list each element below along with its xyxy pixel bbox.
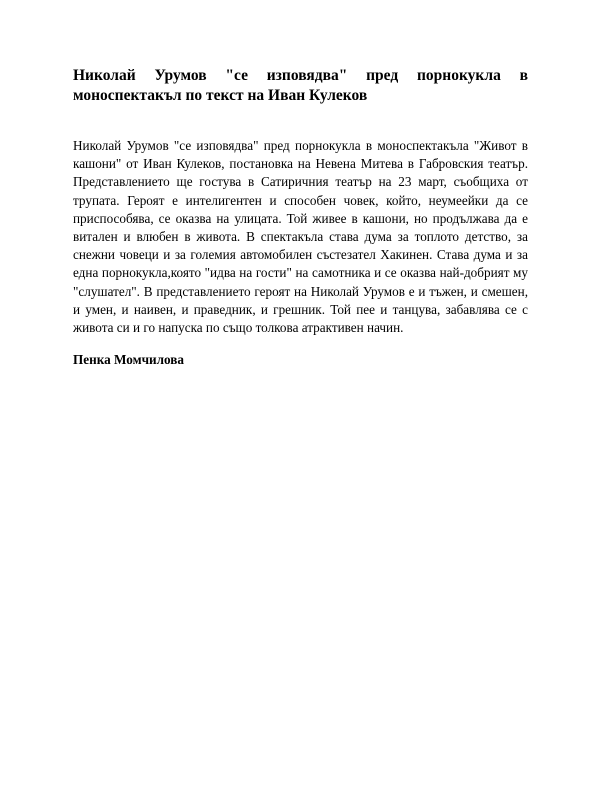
article-title: Николай Урумов "се изповядва" пред порнокукла в моноспектакъл по текст на Иван Кулеков bbox=[73, 67, 528, 104]
article bbox=[73, 66, 528, 369]
article-author: Пенка Момчилова bbox=[73, 352, 185, 368]
article-body: Николай Урумов "се изповядва" пред порнокукла в моноспектакъла "Живот в кашони" от Иван Кулеков, постановка на Невена Митева в Габровския театър. Представлението ще гостува в Сатиричния театър на 23 март, съобщиха от трупата. Героят е интелигентен и способен човек, който, неумеейки да се приспособява, се оказва на улицата. Той живее в кашони, но продължава да е витален и влюбен в живота. В спектакъла става дума за топлото детство, за снежни човеци и за големия автомобилен състезател Хакинен. Става дума и за една порнокукла,която "идва на гости" на самотника и се оказва най-добрият му "слушател". В представлението героят на Николай Урумов е и тъжен, и смешен, и умен, и наивен, и праведник, и грешник. Той пее и танцува, забавлява се с живота си и го напуска по също толкова атрактивен начин. bbox=[73, 138, 528, 336]
